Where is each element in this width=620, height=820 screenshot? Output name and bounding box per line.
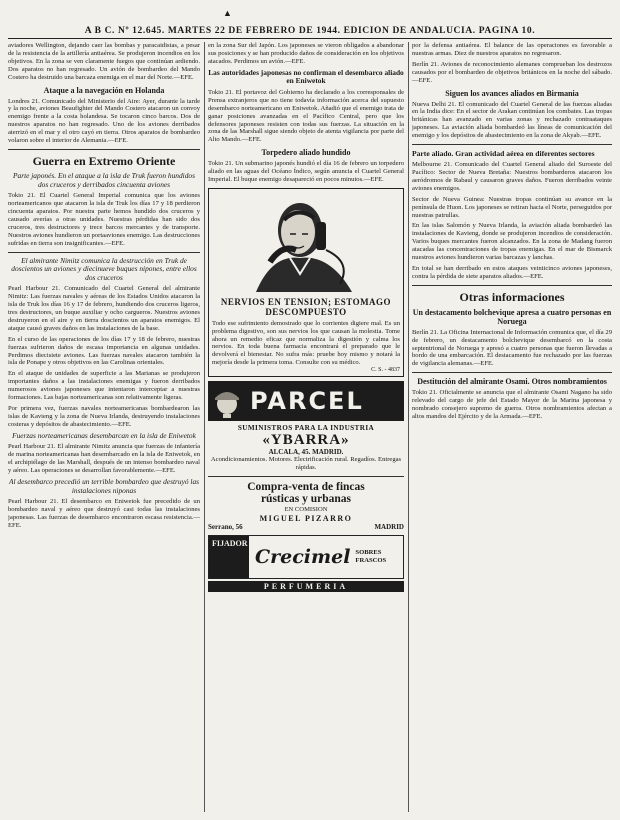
- paragraph: Por primera vez, fuerzas navales norteamericanas bombardearon las islas de Kavieng y la zona de Nueva Irlanda, destruyendo instalaciones costeras y depósitos de abastecimiento.—EFE.: [8, 404, 200, 428]
- headline: Siguen los avances aliados en Birmania: [445, 88, 579, 98]
- perfumeria-banner: PERFUMERIA: [208, 581, 404, 592]
- fijador-brand: Crecimel: [255, 545, 351, 568]
- paragraph: En las islas Salomón y Nueva Irlanda, la aviación aliada bombardeó las instalaciones de Kavieng, donde se produjeron incendios de consideración. Varios buques mercantes fueron alcanzados. En la zona de Madang fueron atacadas las concentraciones de tropas enemigas. En el mar de Bismarck nuestros aviones hundieron varias barcazas y lanchas.: [412, 222, 612, 262]
- paragraph: Tokio 21. El portavoz del Gobierno ha declarado a los corresponsales de Prensa extranjeros que no tiene todavía información acerca del supuesto desembarco norteamericano en Eniwetok. Añadió que el enemigo trata de ganar posiciones avanzadas en el Pacífico Central, pero que los defensores japoneses resisten con todas sus fuerzas. La situación en la zona de las Marshall sigue siendo objeto de atenta vigilancia por parte del Alto Mando.—EFE.: [208, 88, 404, 144]
- paragraph: Londres 21. Comunicado del Ministerio del Aire: Ayer, durante la tarde y la noche, aviones Beaufighter del Mando Costero atacaron un convoy enemigo frente a la costa holandesa. Se tocaron cinco barcos. Dos de nuestros aparatos no han regresado. Uno de los aviones derribados aterrizó en el mar y el otro cayó en tierra. Otros aparatos de bombardeo volaron sobre el interior de Alemania.—EFE.: [8, 97, 200, 145]
- subheadline: Parte japonés. En el ataque a la isla de Truk fueron hundidos dos cruceros y derribados cincuenta aviones: [12, 170, 195, 189]
- paragraph: En total se han derribado en estos ataques veinticinco aviones japoneses, contra la pérdida de siete aparatos aliados.—EFE.: [412, 264, 612, 280]
- ad-services: Acondicionamientos. Motores. Electrificación rural. Regadíos. Entregas rápidas.: [210, 455, 402, 471]
- ad-city: MADRID: [374, 522, 404, 531]
- subheadline: El almirante Nimitz comunica la destrucción en Truk de doscientos un aviones y diecinueve buques nipones, entre ellos dos cruceros: [11, 255, 197, 282]
- subheadline: Fuerzas norteamericanas desembarcan en la isla de Eniwetok: [12, 430, 196, 440]
- ad-brand: «YBARRA»: [262, 431, 350, 448]
- ad-note: EN COMISION: [284, 505, 328, 513]
- paragraph: Tokio 21. El Cuartel General Imperial comunica que los aviones norteamericanos que atacaron la isla de Truk los días 17 y 18 perdieron cincuenta aparatos. Por nuestra parte hemos hundido dos cruceros y causado averías a otras unidades. Nuestras pérdidas han sido dos cruceros, tres destructores y trece barcos mercantes y de transporte. Nuestros aviones hundieron un portaaviones enemigo. Las destrucciones sufridas en tierra son insignificantes.—EFE.: [8, 192, 200, 247]
- divider: [8, 149, 200, 150]
- parcel-wordmark: PARCEL: [250, 386, 364, 415]
- paragraph: En el ataque de unidades de superficie a las Marianas se produjeron importantes daños a las instalaciones enemigas y fueron derribados numerosos aviones japoneses que intentaron interceptar a nuestras formaciones. Las bajas norteamericanas son relativamente ligeras.: [8, 370, 200, 402]
- paragraph: aviadores Wellington, dejando caer las bombas y paracaidistas, a pesar de la resistencia de la artillería antiaérea. Se produjeron incendios en los objetivos. En la zona se ven claramente fuegos que continúan ardiendo. Dos aparatos no han regresado. Un avión de bombardeo del Mando Costero ha destruido una barcaza enemiga en el mar del Norte.—EFE.: [8, 42, 200, 81]
- paragraph: Tokio 21. Un submarino japonés hundió el día 16 de febrero un torpedero aliado en las aguas del Océano Índico, según anuncia el Cuartel General Imperial. El buque enemigo desapareció en pocos minutos.—EFE.: [208, 160, 404, 184]
- scan-mark: ▲: [223, 8, 232, 18]
- paragraph: En el curso de las operaciones de los días 17 y 18 de febrero, nuestras fuerzas sufrieron daños de escasa importancia en algunas unidades. Perdimos diecisiete aviones. Las fuerzas navales atacaron también la isla de Ponape y otros objetivos en las Carolinas orientales.: [8, 335, 200, 367]
- paragraph: Berlín 21. Aviones de reconocimiento alemanes comprueban los destrozos causados por el bombardeo de objetivos británicos en la noche del sábado.—EFE.: [412, 60, 612, 84]
- fijador-label: FIJADOR: [209, 536, 249, 578]
- column-1: [8, 42, 200, 812]
- divider: [412, 372, 612, 373]
- subheadline: Las autoridades japonesas no confirman el desembarco aliado en Eniwetok: [208, 67, 404, 86]
- ad-headline: rústicas y urbanas: [260, 493, 352, 506]
- advertisement-parcel: [208, 381, 404, 421]
- headline: Un destacamento bolchevique apresa a cuatro personas en Noruega: [412, 307, 612, 326]
- divider: [8, 252, 200, 253]
- ad-body: Todo ese sufrimiento demostrado que lo corrientes digiere mal. Es un problema digestivo, son sus nervios los que causan la molestia. Tome ahora un remedio eficaz que normaliza la digestión y calma los nervios. En toda buena farmacia encontrará el preparado que le devolverá el bienestar. No sufra más: pruebe hoy mismo y notará la mejoría desde la primera toma. Consulte con su médico.: [212, 319, 400, 366]
- ad-reference: C. S. - 4837: [371, 366, 400, 373]
- advertisement-fijador: [208, 535, 404, 579]
- headline: Ataque a la navegación en Holanda: [43, 85, 165, 95]
- divider: [412, 285, 612, 286]
- column-2: [208, 42, 404, 812]
- headline: Parte aliado. Gran actividad aérea en diferentes sectores: [412, 149, 595, 159]
- ad-headline: NERVIOS EN TENSION; ESTOMAGO DESCOMPUESTO: [220, 296, 392, 317]
- paragraph: Pearl Harbour 21. El almirante Nimitz anuncia que fuerzas de infantería de marina norteamericanas han desembarcado en la isla de Eniwetok, en el archipiélago de las Marshall, después de un intenso bombardeo naval y aéreo. Las operaciones se desarrollan favorablemente.—EFE.: [8, 443, 200, 474]
- ad-street: Serrano, 56: [208, 522, 243, 531]
- section-headline: Guerra en Extremo Oriente: [32, 153, 176, 168]
- paragraph: Melbourne 21. Comunicado del Cuartel General aliado del Suroeste del Pacífico: Sector de Nueva Bretaña: Nuestros bombarderos atacaron los aeródromos de Rabaul y causaron graves daños. Fueron derribados veinte aviones enemigos.: [412, 161, 612, 192]
- advertisement-ybarra: [208, 424, 404, 472]
- subheadline: Al desembarco precedió un terrible bombardeo que destruyó las instalaciones niponas: [8, 476, 200, 495]
- divider: [412, 144, 612, 145]
- paragraph: Pearl Harbour 21. El desembarco en Eniwetok fue precedido de un bombardeo naval y aéreo que destruyó casi todas las instalaciones japonesas. Las fuerzas de desembarco encontraron escasa resistencia.—EFE.: [8, 498, 200, 529]
- ad-tagline: SUMINISTROS PARA LA INDUSTRIA: [237, 423, 375, 432]
- ad-headline: Compra-venta de fincas: [247, 480, 365, 493]
- paragraph: en la zona Sur del Japón. Los japoneses se vieron obligados a abandonar sus posiciones y se han producido daños de consideración en los objetivos atacados. Perdimos un avión.—EFE.: [208, 42, 404, 65]
- column-rule: [408, 42, 409, 812]
- paragraph: Nueva Delhi 21. El comunicado del Cuartel General de las fuerzas aliadas en la India dice: En el sector de Arakan continúan los combates. Las tropas británicas han avanzado en varias zonas y rechazado contraataques japoneses. La aviación aliada bombardeó las líneas de comunicación del enemigo y los depósitos de abastecimiento en la zona de Akyab.—EFE.: [412, 100, 612, 140]
- column-rule: [204, 42, 205, 812]
- man-on-telephone-illustration: [212, 192, 400, 292]
- soldier-head-icon: [212, 384, 242, 418]
- column-3: [412, 42, 612, 812]
- paragraph: Pearl Harbour 21. Comunicado del Cuartel General del almirante Nimitz: Las fuerzas navales y aéreas de los Estados Unidos atacaron la isla de Truk los días 16 y 17 de febrero, hundiendo dos cruceros ligeros, tres destructores, un buque auxiliar y ocho cargueros. Nuestros aviones destruyeron en el aire y en tierra doscientos un aparatos enemigos. El ataque causó graves daños en las instalaciones de la base.: [8, 285, 200, 332]
- advertisement-fincas: [208, 481, 404, 531]
- newspaper-page: [8, 6, 612, 814]
- masthead: A B C. Nº 12.645. MARTES 22 DE FEBRERO DE 1944. EDICION DE ANDALUCIA. PAGINA 10.: [8, 24, 612, 39]
- headline: Torpedero aliado hundido: [261, 148, 351, 158]
- headline: Destitución del almirante Osami. Otros nombramientos: [417, 377, 607, 387]
- paragraph: Tokio 21. Oficialmente se anuncia que el almirante Osami Nagano ha sido relevado del cargo de jefe del Estado Mayor de la Marina japonesa y nombrado consejero supremo de guerra. Otros nombramientos afectan a altos mandos del Ejército y de la Armada.—EFE.: [412, 389, 612, 420]
- paragraph: por la defensa antiaérea. El balance de las operaciones es favorable a nuestras armas. Diez de nuestros aparatos no regresaron.: [412, 42, 612, 57]
- ad-location: [208, 523, 404, 531]
- divider: [208, 476, 404, 477]
- paragraph: Sector de Nueva Guinea: Nuestras tropas continúan su avance en la península de Huon. Los japoneses se retiran hacia el Norte, perseguidos por nuestras patrullas.: [412, 195, 612, 219]
- section-headline: Otras informaciones: [459, 289, 565, 304]
- advertisement-nervios: [208, 188, 404, 377]
- fijador-formats: SOBRES FRASCOS: [355, 548, 387, 564]
- ad-address: ALCALA, 45. MADRID.: [268, 447, 344, 456]
- paragraph: Berlín 21. La Oficina Internacional de Información comunica que, el día 29 de febrero, un destacamento bolchevique desembarcó en la costa septentrional de Noruega y apresó a cuatro personas que fueron llevadas a bordo de una embarcación. El destacamento fue rechazado por las fuerzas de vigilancia alemanas.—EFE.: [412, 328, 612, 368]
- ad-agent: MIGUEL PIZARRO: [259, 513, 353, 523]
